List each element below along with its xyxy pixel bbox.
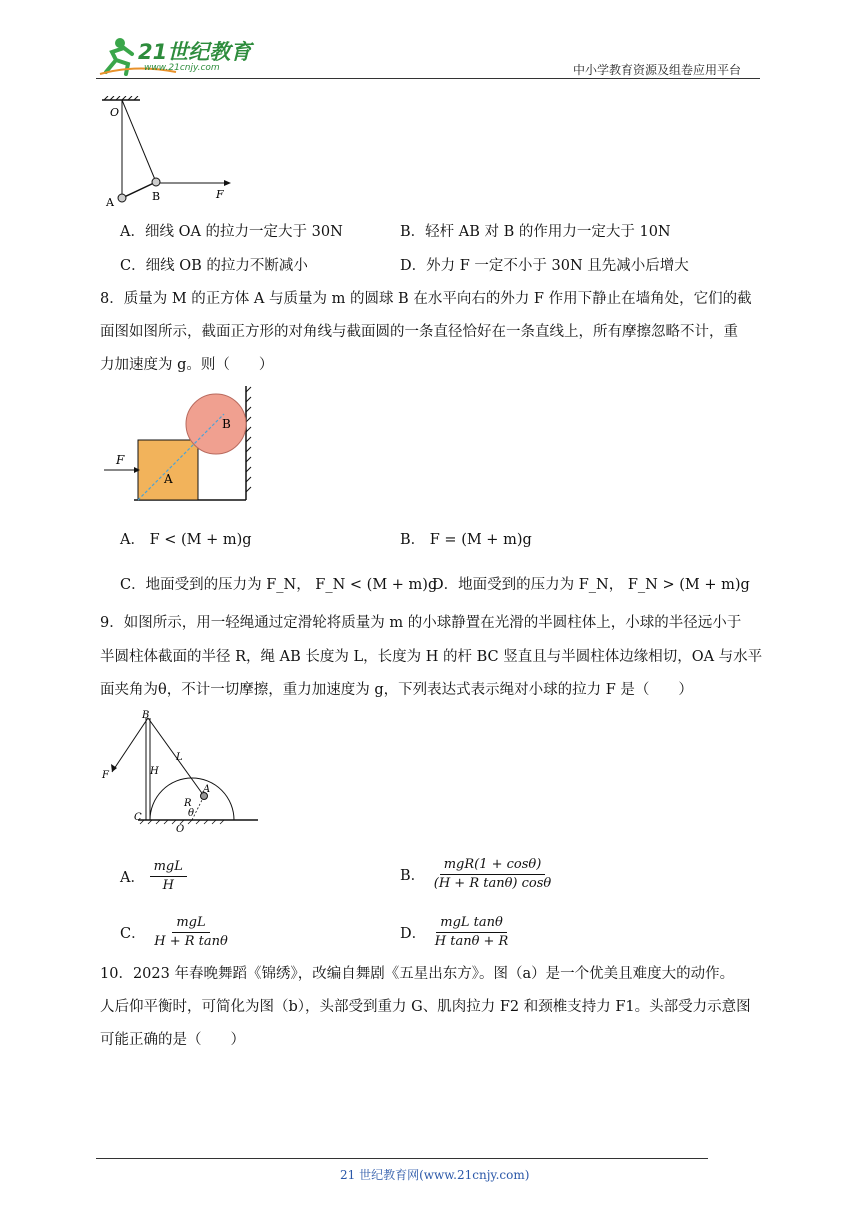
q9-option-d-label: D． (400, 926, 427, 942)
figure-q9 (98, 708, 266, 834)
fig7-label-O: O (110, 106, 120, 119)
q9-option-c-denominator: H + R tanθ (154, 934, 228, 949)
fig9-label-H: H (150, 766, 159, 777)
fig7-label-B: B (152, 190, 161, 203)
q8-option-c: C．地面受到的压力为 F_N， F_N < (M + m)g (120, 577, 438, 593)
figure-q7 (100, 96, 240, 210)
q9-option-d-fraction (431, 914, 513, 951)
q8-line-1: 8．质量为 M 的正方体 A 与质量为 m 的圆球 B 在水平向右的外力 F 作用下静止在墙角处，它们的截 (100, 291, 752, 307)
logo-url: www.21cnjy.com (144, 63, 220, 73)
fig9-label-L: L (176, 752, 183, 763)
fig8-label-A: A (164, 472, 173, 486)
q9-option-a-label: A． (120, 870, 145, 886)
fig8-label-F: F (116, 453, 125, 467)
q8-line-3: 力加速度为 g。则（ ） (100, 357, 274, 373)
fig9-label-F: F (102, 770, 109, 781)
fig9-label-A: A (203, 784, 211, 795)
fig9-label-O: O (176, 824, 185, 834)
fig9-label-B: B (142, 710, 150, 721)
logo-text: 21世纪教育 (138, 40, 252, 64)
q9-option-d (400, 914, 512, 951)
fig8-label-B: B (222, 417, 231, 431)
q9-line-3: 面夹角为θ，不计一切摩擦，重力加速度为 g，下列表达式表示绳对小球的拉力 F 是（ ） (100, 682, 693, 698)
header-rule (96, 78, 760, 79)
q8-line-2: 面图如图所示，截面正方形的对角线与截面圆的一条直径恰好在一条直线上，所有摩擦忽略不计，重 (100, 324, 738, 340)
q9-option-b-label: B． (400, 868, 426, 884)
q9-option-c-numerator: mgL (172, 914, 209, 933)
q9-option-a-fraction (150, 858, 187, 895)
q9-line-1: 9．如图所示，用一轻绳通过定滑轮将质量为 m 的小球静置在光滑的半圆柱体上，小球的半径远小于 (100, 615, 742, 631)
q9-option-d-denominator: H tanθ + R (434, 934, 509, 949)
q9-option-b-numerator: mgR(1 + cosθ) (440, 856, 546, 875)
q9-option-b-fraction (430, 856, 555, 893)
q10-line-2: 人后仰平衡时，可简化为图（b），头部受到重力 G、肌肉拉力 F2 和颈椎支持力 F1。头部受力示意图 (100, 999, 751, 1015)
q10-line-1: 10．2023 年春晚舞蹈《锦绣》，改编自舞剧《五星出东方》。图（a）是一个优美且难度大的动作。 (100, 966, 735, 982)
q9-option-d-numerator: mgL tanθ (436, 914, 507, 933)
fig9-label-R: R (184, 798, 192, 809)
q8-option-d: D．地面受到的压力为 F_N， F_N > (M + m)g (432, 577, 750, 593)
fig9-label-theta: θ (188, 808, 195, 819)
q10-line-3: 可能正确的是（ ） (100, 1032, 245, 1048)
q9-option-c (120, 914, 232, 951)
footer-rule (96, 1158, 708, 1159)
q8-option-a: A． F < (M + m)g (120, 532, 252, 548)
q8-option-b: B． F = (M + m)g (400, 532, 532, 548)
q9-line-2: 半圆柱体截面的半径 R，绳 AB 长度为 L，长度为 H 的杆 BC 竖直且与半圆柱体边缘相切，OA 与水平 (100, 649, 763, 665)
fig7-label-A: A (106, 196, 114, 209)
q7-option-c: C．细线 OB 的拉力不断减小 (120, 258, 308, 274)
fig9-label-C: C (134, 812, 142, 823)
q9-option-a-denominator: H (162, 878, 174, 893)
q9-option-a (120, 858, 187, 895)
q9-option-c-fraction (150, 914, 232, 951)
q7-option-b: B．轻杆 AB 对 B 的作用力一定大于 10N (400, 224, 671, 240)
q9-option-b-denominator: (H + R tanθ) cosθ (433, 876, 552, 891)
q9-option-c-label: C． (120, 926, 146, 942)
q9-option-a-numerator: mgL (150, 858, 187, 877)
q7-option-d: D．外力 F 一定不小于 30N 且先减小后增大 (400, 258, 689, 274)
figure-q8 (100, 382, 280, 504)
footer-text: 21 世纪教育网(www.21cnjy.com) (340, 1168, 530, 1182)
header-platform-text: 中小学教育资源及组卷应用平台 (573, 63, 742, 77)
header-logo (96, 34, 266, 78)
fig7-label-F: F (216, 188, 224, 201)
q9-option-b (400, 856, 555, 893)
q7-option-a: A．细线 OA 的拉力一定大于 30N (120, 224, 343, 240)
